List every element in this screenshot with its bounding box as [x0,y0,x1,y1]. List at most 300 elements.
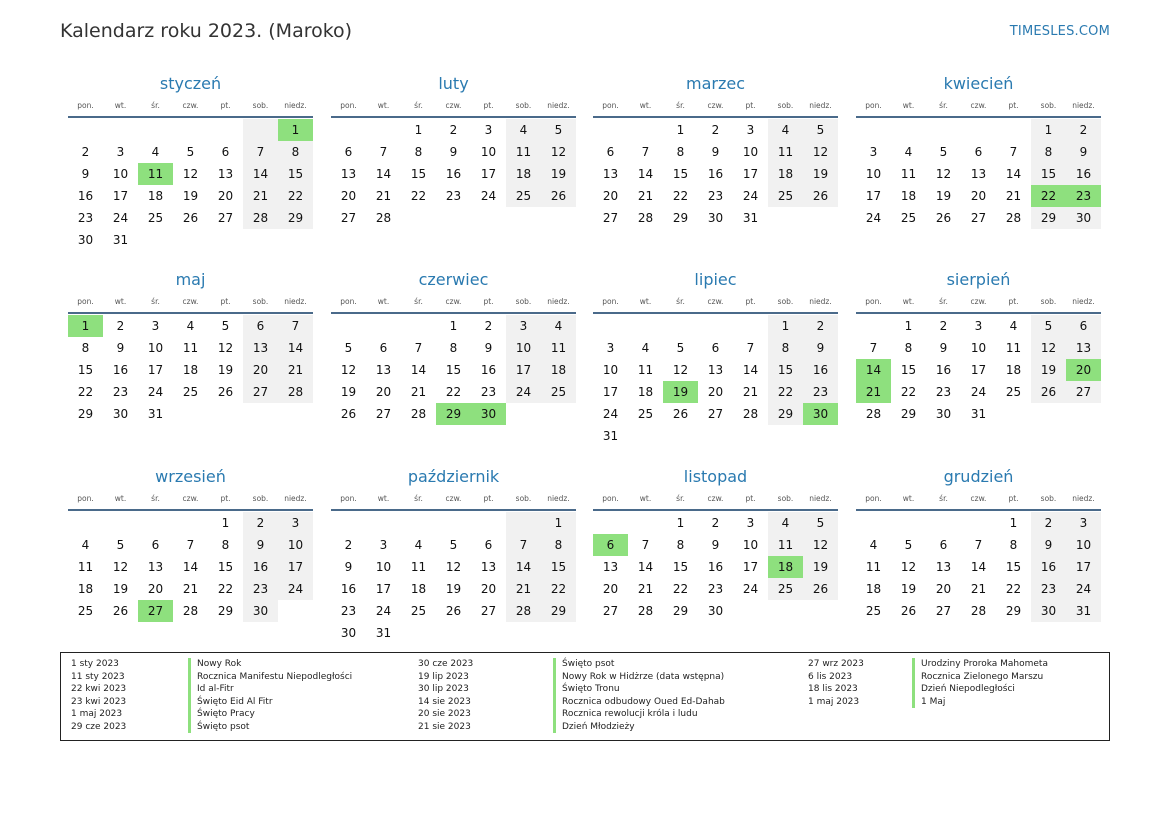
weekday-label: czw. [182,297,199,306]
day-cell: 27 [707,407,724,421]
week-row [331,185,576,207]
day-cell: 31 [970,407,987,421]
weekday-label: śr. [676,297,685,306]
week-row [68,403,313,425]
weekday-label: wt. [902,297,915,306]
weekday-label: niedz. [809,297,832,306]
day-cell: 2 [711,516,720,530]
day-cell: 26 [541,185,576,207]
day-cell: 14 [1005,167,1022,181]
weekday-label: śr. [151,494,160,503]
weekday-label: pt. [220,101,231,110]
day-cell: 18 [506,163,541,185]
week-row [68,207,313,229]
day-cell: 1 [1031,119,1066,141]
day-cell: 30 [1031,600,1066,622]
legend-date: 27 wrz 2023 [808,659,864,669]
weekday-label: śr. [414,494,423,503]
legend-date: 1 sty 2023 [71,659,119,669]
legend-holiday-name: Święto Eid Al Fitr [188,696,352,709]
day-cell: 14 [375,167,392,181]
day-cell: 12 [803,141,838,163]
day-cell: 3 [974,319,983,333]
header-divider [593,116,838,118]
week-row [68,512,313,534]
weekday-header [331,291,576,309]
day-cell: 15 [672,167,689,181]
weekday-label: wt. [377,101,390,110]
weekday-label: czw. [182,494,199,503]
day-cell: 29 [1005,604,1022,618]
weekday-label: czw. [707,297,724,306]
holiday-day-cell: 22 [1031,185,1066,207]
week-row [856,534,1101,556]
day-cell: 27 [375,407,392,421]
day-cell: 13 [340,167,357,181]
day-cell: 16 [1066,163,1101,185]
day-cell: 13 [602,167,619,181]
day-cell: 13 [375,363,392,377]
day-cell: 2 [243,512,278,534]
week-row [593,315,838,337]
day-cell: 10 [112,167,129,181]
legend-date: 18 lis 2023 [808,684,858,694]
weekday-label: wt. [902,494,915,503]
empty-day-cell [926,512,961,534]
day-cell: 12 [340,363,357,377]
weekday-label: pt. [1008,101,1019,110]
week-row [593,556,838,578]
weekday-header [856,291,1101,309]
legend-holiday-name: Święto Pracy [188,708,352,721]
day-cell: 15 [217,560,234,574]
empty-day-cell [698,315,733,337]
holiday-day-cell: 18 [768,556,803,578]
weekday-label: sob. [515,297,532,306]
day-cell: 8 [1031,141,1066,163]
day-cell: 17 [375,582,392,596]
day-cell: 28 [410,407,427,421]
day-cell: 10 [1066,534,1101,556]
day-cell: 20 [340,189,357,203]
empty-day-cell [891,512,926,534]
day-cell: 11 [1005,341,1022,355]
day-cell: 19 [541,163,576,185]
weekday-label: śr. [676,101,685,110]
header-divider [856,509,1101,511]
weekday-label: niedz. [1072,101,1095,110]
month-block [593,73,838,229]
month-name: październik [407,467,500,486]
week-row [68,229,313,251]
day-cell: 12 [217,341,234,355]
day-cell: 19 [112,582,129,596]
day-cell: 28 [970,604,987,618]
day-cell: 27 [217,211,234,225]
day-cell: 10 [602,363,619,377]
week-row [856,578,1101,600]
day-cell: 17 [742,167,759,181]
weekday-label: sob. [777,494,794,503]
week-row [331,600,576,622]
month-block [68,73,313,251]
weekday-label: wt. [114,494,127,503]
header-divider [68,116,313,118]
day-cell: 7 [379,145,388,159]
day-cell: 27 [340,211,357,225]
legend-holiday-name: Święto Tronu [553,683,725,696]
day-cell: 3 [116,145,125,159]
holiday-legend [60,652,1110,741]
day-cell: 8 [1009,538,1018,552]
weekday-header [593,95,838,113]
week-row [68,163,313,185]
weekday-label: czw. [970,494,987,503]
day-cell: 3 [484,123,493,137]
day-cell: 18 [410,582,427,596]
empty-day-cell [366,119,401,141]
day-cell: 21 [742,385,759,399]
week-row [331,381,576,403]
weekday-label: pt. [745,101,756,110]
day-cell: 26 [445,604,462,618]
day-cell: 30 [707,211,724,225]
week-row [331,119,576,141]
day-cell: 17 [147,363,164,377]
day-cell: 12 [803,534,838,556]
day-cell: 24 [602,407,619,421]
day-cell: 16 [707,560,724,574]
page-title: Kalendarz roku 2023. (Maroko) [60,20,353,42]
weekday-header [856,488,1101,506]
day-cell: 2 [711,123,720,137]
holiday-day-cell: 20 [1066,359,1101,381]
day-cell: 12 [541,141,576,163]
day-cell: 28 [506,600,541,622]
day-cell: 7 [186,538,195,552]
day-cell: 12 [182,167,199,181]
day-cell: 15 [278,163,313,185]
weekday-label: czw. [445,101,462,110]
day-cell: 9 [939,341,948,355]
empty-day-cell [471,512,506,534]
day-cell: 15 [445,363,462,377]
weekday-header [593,291,838,309]
empty-day-cell [436,512,471,534]
empty-day-cell [506,512,541,534]
holiday-day-cell: 30 [803,403,838,425]
day-cell: 19 [900,582,917,596]
day-cell: 24 [1066,578,1101,600]
day-cell: 29 [217,604,234,618]
day-cell: 26 [182,211,199,225]
week-row [593,207,838,229]
holiday-day-cell: 19 [663,381,698,403]
legend-holiday-name: Rocznica Manifestu Niepodległości [188,671,352,684]
weekday-label: śr. [939,494,948,503]
empty-day-cell [138,119,173,141]
day-cell: 22 [768,381,803,403]
empty-day-cell [803,207,838,229]
day-cell: 12 [672,363,689,377]
day-cell: 18 [637,385,654,399]
empty-day-cell [803,600,838,622]
day-cell: 28 [278,381,313,403]
day-cell: 25 [506,185,541,207]
week-row [593,185,838,207]
empty-day-cell [173,403,208,425]
weekday-label: pon. [865,494,882,503]
day-cell: 18 [147,189,164,203]
weekday-label: wt. [377,297,390,306]
week-row [593,141,838,163]
month-name: czerwiec [418,270,489,289]
day-cell: 5 [803,512,838,534]
day-cell: 15 [77,363,94,377]
week-row [856,556,1101,578]
month-block [856,466,1101,622]
week-row [856,381,1101,403]
empty-day-cell [173,229,208,251]
day-cell: 30 [77,233,94,247]
day-cell: 4 [506,119,541,141]
day-cell: 2 [116,319,125,333]
day-cell: 13 [217,167,234,181]
weekday-label: niedz. [809,494,832,503]
legend-holiday-name: Nowy Rok w Hidżrze (data wstępna) [553,671,725,684]
header-divider [856,312,1101,314]
day-cell: 16 [803,359,838,381]
day-cell: 6 [484,538,493,552]
day-cell: 9 [803,337,838,359]
day-cell: 26 [217,385,234,399]
weekday-label: sob. [1040,494,1057,503]
legend-dates-column [71,658,126,733]
day-cell: 16 [707,167,724,181]
day-cell: 31 [375,626,392,640]
day-cell: 24 [865,211,882,225]
day-cell: 15 [900,363,917,377]
day-cell: 3 [278,512,313,534]
week-row [331,315,576,337]
weekday-label: śr. [151,101,160,110]
weekday-label: pt. [745,494,756,503]
weekday-label: pon. [77,297,94,306]
day-cell: 30 [707,604,724,618]
day-cell: 29 [77,407,94,421]
weekday-label: czw. [970,101,987,110]
day-cell: 16 [1031,556,1066,578]
legend-date: 19 lip 2023 [418,671,469,682]
legend-date: 23 kwi 2023 [71,696,127,707]
weekday-label: czw. [970,297,987,306]
day-cell: 15 [1031,163,1066,185]
day-cell: 13 [1066,337,1101,359]
day-cell: 24 [742,582,759,596]
week-row [593,403,838,425]
empty-day-cell [138,512,173,534]
day-cell: 17 [602,385,619,399]
day-cell: 3 [746,123,755,137]
day-cell: 31 [1066,600,1101,622]
weekday-label: pon. [77,101,94,110]
day-cell: 9 [1031,534,1066,556]
weekday-label: wt. [639,494,652,503]
day-cell: 2 [1066,119,1101,141]
week-row [331,556,576,578]
empty-day-cell [401,622,436,644]
day-cell: 27 [970,211,987,225]
day-cell: 8 [676,145,685,159]
week-row [593,534,838,556]
day-cell: 15 [672,560,689,574]
weekday-label: sob. [1040,101,1057,110]
day-cell: 21 [410,385,427,399]
day-cell: 6 [974,145,983,159]
holiday-day-cell: 14 [856,359,891,381]
week-row [68,141,313,163]
day-cell: 23 [935,385,952,399]
empty-day-cell [506,207,541,229]
empty-day-cell [506,403,541,425]
day-cell: 20 [480,582,497,596]
day-cell: 22 [445,385,462,399]
day-cell: 19 [340,385,357,399]
day-cell: 13 [147,560,164,574]
month-name: sierpień [946,270,1011,289]
day-cell: 16 [243,556,278,578]
weekday-header [68,95,313,113]
day-cell: 14 [243,163,278,185]
day-cell: 6 [711,341,720,355]
day-cell: 9 [711,145,720,159]
empty-day-cell [243,119,278,141]
week-row [593,425,838,447]
empty-day-cell [891,119,926,141]
day-cell: 16 [480,363,497,377]
day-cell: 19 [935,189,952,203]
week-row [593,119,838,141]
week-row [331,337,576,359]
weekday-header [331,95,576,113]
day-cell: 29 [672,604,689,618]
week-row [331,207,576,229]
day-cell: 9 [1066,141,1101,163]
weekday-label: pt. [483,297,494,306]
day-cell: 30 [243,600,278,622]
day-cell: 8 [541,534,576,556]
day-cell: 2 [803,315,838,337]
legend-names-column [912,658,1048,708]
empty-day-cell [173,512,208,534]
day-cell: 14 [182,560,199,574]
header-divider [68,509,313,511]
day-cell: 29 [541,600,576,622]
day-cell: 7 [746,341,755,355]
header-divider [593,312,838,314]
week-row [68,359,313,381]
day-cell: 15 [1005,560,1022,574]
day-cell: 6 [151,538,160,552]
legend-date: 11 sty 2023 [71,671,125,682]
day-cell: 22 [410,189,427,203]
day-cell: 7 [974,538,983,552]
month-block [68,269,313,425]
weekday-label: pt. [483,101,494,110]
day-cell: 17 [970,363,987,377]
day-cell: 20 [243,359,278,381]
empty-day-cell [436,622,471,644]
day-cell: 28 [243,207,278,229]
weekday-label: pon. [865,297,882,306]
empty-day-cell [541,622,576,644]
month-name: wrzesień [155,467,226,486]
empty-day-cell [593,119,628,141]
day-cell: 3 [379,538,388,552]
week-row [593,163,838,185]
day-cell: 16 [77,189,94,203]
empty-day-cell [996,403,1031,425]
day-cell: 14 [410,363,427,377]
empty-day-cell [733,600,768,622]
week-row [68,119,313,141]
day-cell: 21 [1005,189,1022,203]
day-cell: 5 [803,119,838,141]
day-cell: 27 [602,211,619,225]
day-cell: 4 [768,512,803,534]
day-cell: 4 [904,145,913,159]
day-cell: 25 [865,604,882,618]
day-cell: 12 [935,167,952,181]
empty-day-cell [68,512,103,534]
day-cell: 11 [768,534,803,556]
weekday-label: czw. [445,494,462,503]
day-cell: 4 [541,315,576,337]
empty-day-cell [103,119,138,141]
day-cell: 13 [243,337,278,359]
day-cell: 29 [768,403,803,425]
week-row [68,337,313,359]
day-cell: 9 [243,534,278,556]
header-divider [331,116,576,118]
day-cell: 8 [221,538,230,552]
weekday-label: niedz. [284,494,307,503]
legend-holiday-name: Id al-Fitr [188,683,352,696]
day-cell: 21 [182,582,199,596]
weekday-label: niedz. [547,101,570,110]
legend-holiday-name: Dzień Niepodległości [912,683,1048,696]
week-row [331,622,576,644]
weekday-header [593,488,838,506]
weekday-label: pt. [1008,297,1019,306]
day-cell: 28 [1005,211,1022,225]
week-row [331,534,576,556]
week-row [68,534,313,556]
site-link[interactable]: TIMESLES.COM [1009,24,1110,39]
day-cell: 1 [1009,516,1018,530]
day-cell: 8 [414,145,423,159]
week-row [68,556,313,578]
day-cell: 27 [243,381,278,403]
header-divider [593,509,838,511]
day-cell: 14 [970,560,987,574]
day-cell: 16 [445,167,462,181]
week-row [856,119,1101,141]
holiday-day-cell: 1 [278,119,313,141]
legend-date: 30 cze 2023 [418,659,474,669]
legend-dates-column [418,658,473,733]
week-row [331,163,576,185]
